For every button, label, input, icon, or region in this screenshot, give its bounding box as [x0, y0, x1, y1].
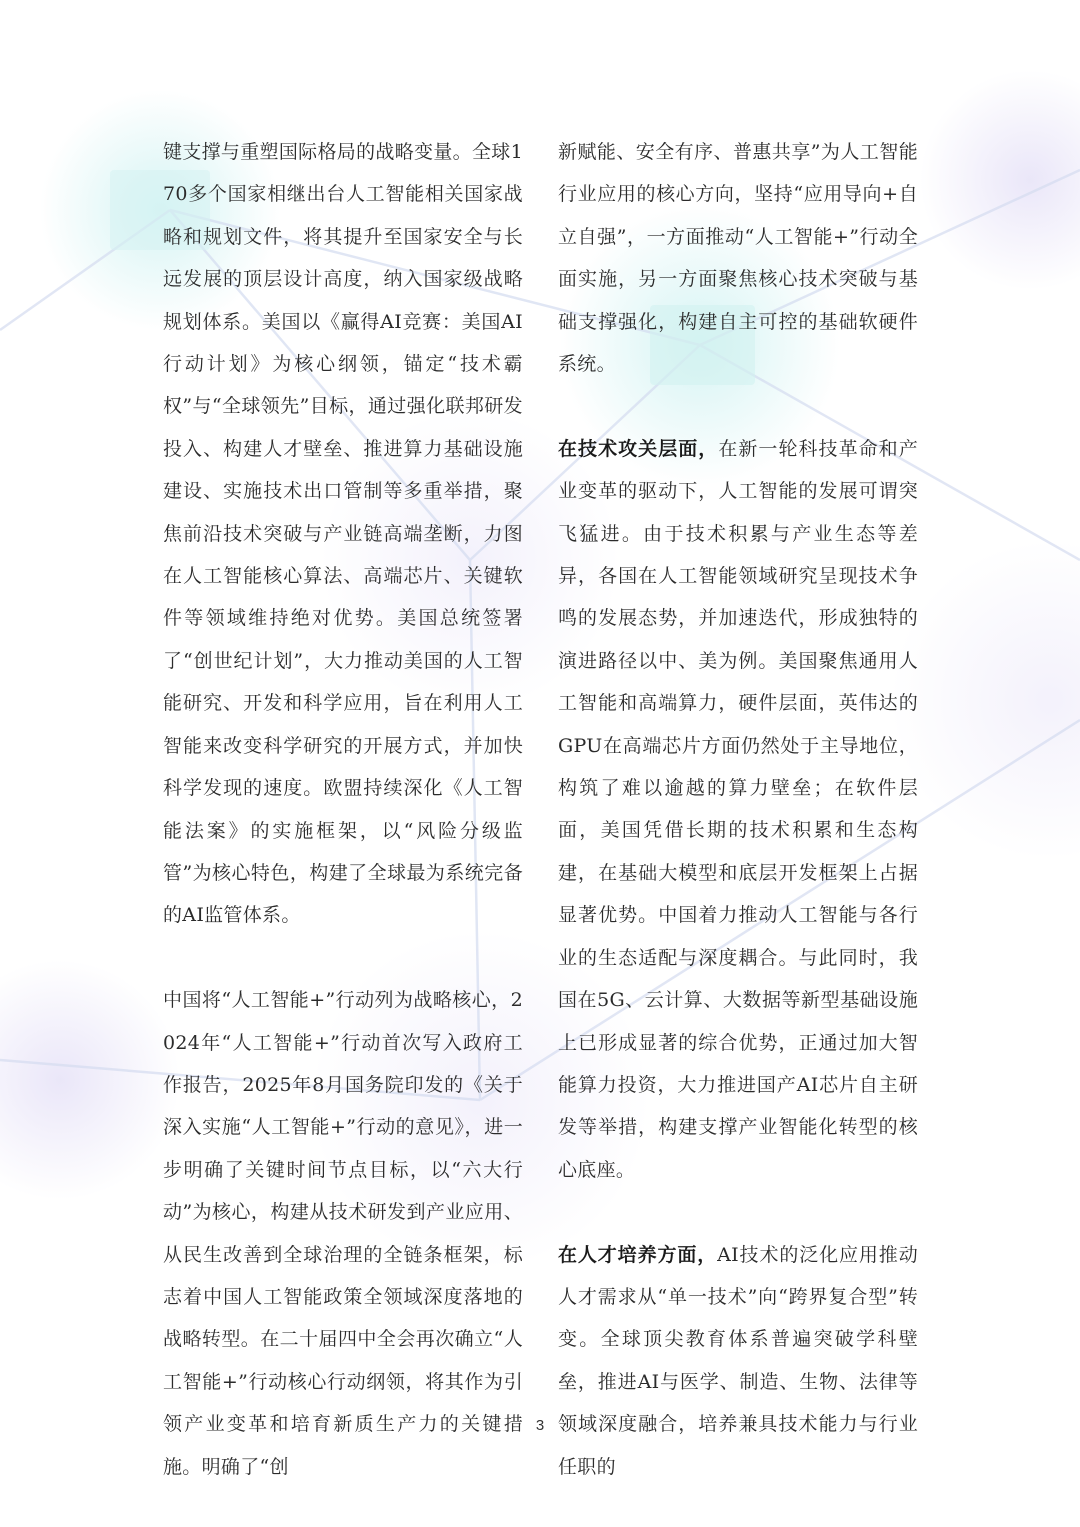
right-paragraph-3	[558, 1234, 918, 1488]
paragraph-lead-heading: 在技术攻关层面，	[558, 437, 719, 460]
right-column	[558, 131, 918, 1488]
right-paragraph-1: 新赋能、安全有序、普惠共享”为人工智能行业应用的核心方向，坚持“应用导向+自立自强”，一方面推动“人工智能+”行动全面实施，另一方面聚焦核心技术突破与基础支撑强化，构建自主可控的基础软硬件系统。	[558, 141, 918, 376]
left-paragraph-1: 键支撑与重塑国际格局的战略变量。全球170多个国家相继出台人工智能相关国家战略和规划文件，将其提升至国家安全与长远发展的顶层设计高度，纳入国家级战略规划体系。美国以《赢得AI竞赛：美国AI行动计划》为核心纲领，锚定“技术霸权”与“全球领先”目标，通过强化联邦研发投入、构建人才壁垒、推进算力基础设施建设、实施技术出口管制等多重举措，聚焦前沿技术突破与产业链高端垄断，力图在人工智能核心算法、高端芯片、关键软件等领域维持绝对优势。美国总统签署了“创世纪计划”，大力推动美国的人工智能研究、开发和科学应用，旨在利用人工智能来改变科学研究的开展方式，并加快科学发现的速度。欧盟持续深化《人工智能法案》的实施框架，以“风险分级监管”为核心特色，构建了全球最为系统完备的AI监管体系。	[163, 141, 523, 927]
right-paragraph-2	[558, 428, 918, 1191]
paragraph-body: AI技术的泛化应用推动人才需求从“单一技术”向“跨界复合型”转变。全球顶尖教育体系普遍突破学科壁垒，推进AI与医学、制造、生物、法律等领域深度融合，培养兼具技术能力与行业任职的	[558, 1243, 918, 1478]
paragraph-body: 在新一轮科技革命和产业变革的驱动下，人工智能的发展可谓突飞猛进。由于技术积累与产业生态等差异，各国在人工智能领域研究呈现技术争鸣的发展态势，并加速迭代，形成独特的演进路径以中、美为例。美国聚焦通用人工智能和高端算力，硬件层面，英伟达的GPU在高端芯片方面仍然处于主导地位，构筑了难以逾越的算力壁垒；在软件层面，美国凭借长期的技术积累和生态构建，在基础大模型和底层开发框架上占据显著优势。中国着力推动人工智能与各行业的生态适配与深度耦合。与此同时，我国在5G、云计算、大数据等新型基础设施上已形成显著的综合优势，正通过加大智能算力投资，大力推进国产AI芯片自主研发等举措，构建支撑产业智能化转型的核心底座。	[558, 437, 918, 1181]
page-number: 3	[535, 1417, 545, 1434]
left-column	[163, 131, 523, 1488]
left-paragraph-2: 中国将“人工智能+”行动列为战略核心，2024年“人工智能+”行动首次写入政府工作报告，2025年8月国务院印发的《关于深入实施“人工智能+”行动的意见》，进一步明确了关键时间节点目标，以“六大行动”为核心，构建从技术研发到产业应用、从民生改善到全球治理的全链条框架，标志着中国人工智能政策全领域深度落地的战略转型。在二十届四中全会再次确立“人工智能+”行动核心行动纲领，将其作为引领产业变革和培育新质生产力的关键措施。明确了“创	[163, 989, 523, 1478]
paragraph-lead-heading: 在人才培养方面，	[558, 1243, 718, 1266]
